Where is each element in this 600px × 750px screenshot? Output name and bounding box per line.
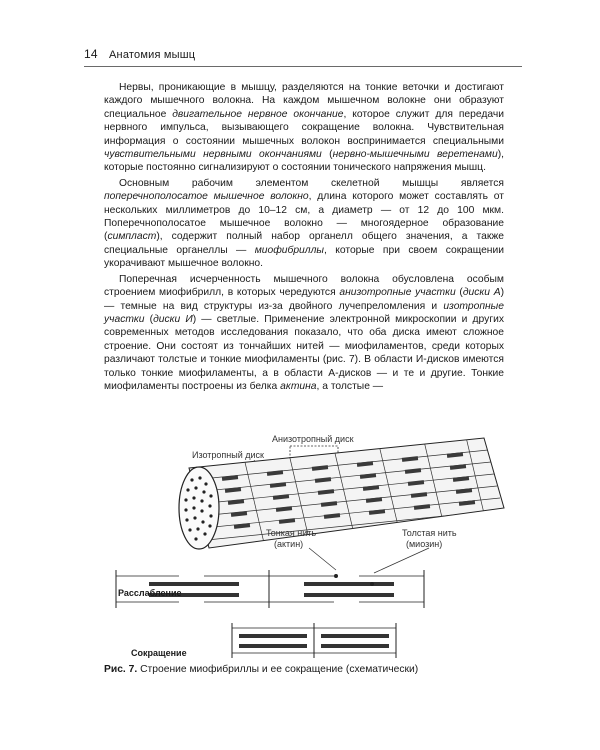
running-title: Анатомия мышц [109,49,196,61]
text-run: ( [455,287,463,299]
text-run: Поперечная исчерченность мышечного волокна обусловлена особым строением миофибрилл, в которых чередуются [104,273,504,299]
italic-term: чувствительными нервными окончаниями [104,149,322,161]
text-run: ), которые постоянно сигнализируют о состоянии тонического напряжения мышц. [104,149,504,174]
figure-7 [104,428,524,668]
paragraph [104,177,504,271]
text-run: ) — светлые. Применение электронной микроскопии и других современных методов исследования показало, что оба диска имеют сложное строение. Они состоят из тончайших нитей — миофиламентов, среди которых различают толстые и тонкие миофиламенты (рис. 7). В области И-дисков имеются только тонкие миофиламенты, а в области А-дисков — и те и другие. Тонкие миофиламенты построены из белка [104,313,504,392]
page-header [84,47,195,61]
text-run: Основным рабочим элементом скелетной мышцы является [119,177,504,189]
label-contraction: Сокращение [131,648,187,658]
label-thin-filament: Тонкая нить [266,528,317,538]
label-anisotropic-disk: Анизотропный диск [272,434,354,444]
figure-caption [104,664,418,675]
sarcomere-contracted [232,623,396,658]
text-run: ) — темные на вид структуры из-за двойного лучепреломления и [104,287,504,312]
bundle-cross-section [179,467,219,549]
italic-term: диски И [153,313,193,325]
italic-term: актина [280,380,317,392]
italic-term: поперечнополосатое мышечное волокно [104,191,309,203]
text-run: ( [144,313,154,325]
paragraph [104,81,504,175]
italic-term: двигательное нервное окончание [172,108,344,120]
text-run: Нервы, проникающие в мышцу, разделяются на тонкие веточки и достигают каждого мышечного волокна. На каждом мышечном волокне они образуют специальное [104,82,504,120]
text-run: , длина которого может составлять от нескольких миллиметров до 10–12 см, а диаметр — от 12 до 100 мкм. Поперечнополосатое мышечное волокно — многоядерное образование ( [104,191,504,243]
body-text [104,81,504,395]
italic-term: симпласт [107,231,157,243]
label-thick-filament-protein: (миозин) [406,539,443,549]
text-run: , которые при своем сокращении укорачивают мышечное волокно. [104,244,505,270]
italic-term: миофибриллы [254,244,324,256]
caption-text: Строение миофибриллы и ее сокращение (схематически) [140,664,419,675]
paragraph [104,273,504,394]
label-thick-filament: Толстая нить [402,528,457,538]
text-run: ), содержит полный набор органелл общего значения, а также специальные органеллы — [104,231,504,256]
caption-number: Рис. 7. [104,664,138,675]
italic-term: анизотропные участки [339,287,456,299]
text-run: , которое служит для передачи нервного импульса, вызывающего сокращение волокна. Чувствительная информация о состоянии мышечных волокон воспринимается специальными [104,108,504,147]
italic-term: изотропные участки [104,300,504,325]
header-rule [84,66,522,67]
page-number: 14 [84,47,98,61]
label-thin-filament-protein: (актин) [274,539,304,549]
label-isotropic-disk: Изотропный диск [192,450,264,460]
thin-pointer [309,548,336,570]
label-relaxation: Расслабление [118,588,182,598]
text-run: ( [321,149,333,161]
italic-term: диски А [462,287,501,299]
thick-pointer [374,548,429,573]
text-run: , а толстые — [316,380,384,392]
italic-term: нервно-мышечными веретенами [332,149,498,161]
